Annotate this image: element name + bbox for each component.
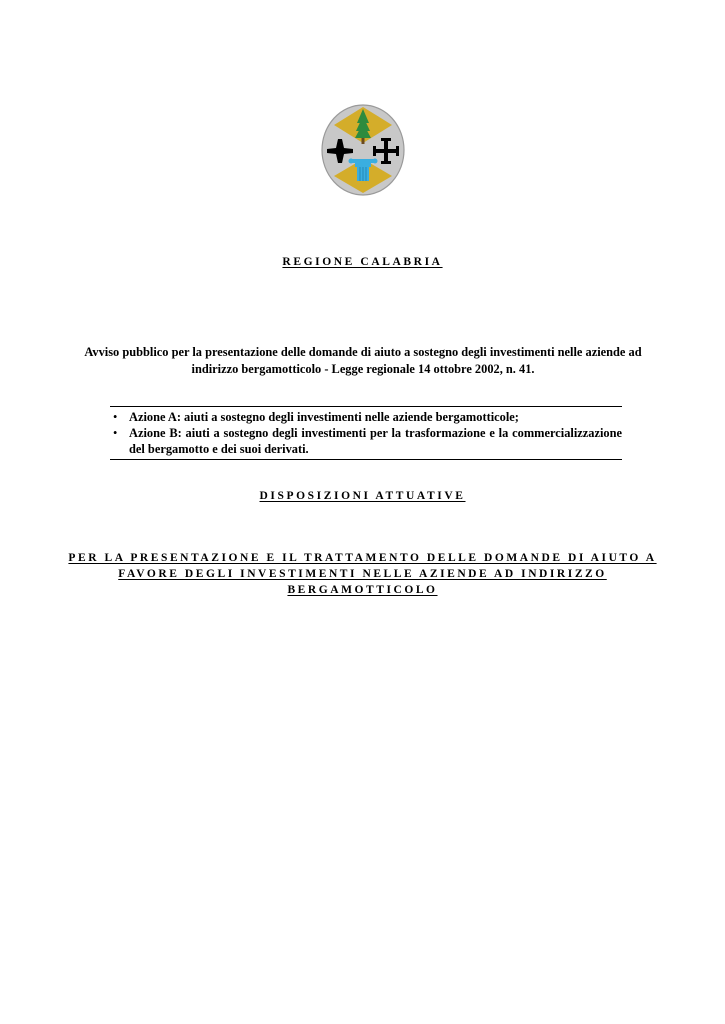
final-heading (60, 550, 665, 598)
list-item (110, 409, 622, 425)
list-item (110, 425, 622, 457)
region-title (0, 256, 725, 268)
bullet-icon: • (113, 410, 118, 424)
actions-list-box (110, 406, 622, 460)
bullet-icon: • (113, 426, 118, 440)
action-a-text: Azione A: aiuti a sostegno degli investimenti nelle aziende bergamotticole; (129, 410, 519, 424)
disposizioni-heading (0, 490, 725, 502)
final-heading-text: PER LA PRESENTAZIONE E IL TRATTAMENTO DELLE DOMANDE DI AIUTO A FAVORE DEGLI INVESTIMENTI NELLE AZIENDE AD INDIRIZZO BERGAMOTTICOLO (68, 552, 657, 596)
emblem-svg (320, 103, 406, 197)
notice-paragraph: Avviso pubblico per la presentazione delle domande di aiuto a sostegno degli investimenti nelle aziende ad indirizzo bergamotticolo - Legge regionale 14 ottobre 2002, n. 41. (84, 345, 642, 376)
action-b-text: Azione B: aiuti a sostegno degli investimenti per la trasformazione e la commercializzazione del bergamotto e dei suoi derivati. (129, 426, 622, 456)
region-title-text: REGIONE CALABRIA (282, 256, 443, 268)
regione-calabria-emblem (320, 103, 406, 197)
actions-list (110, 409, 622, 457)
disposizioni-heading-text: DISPOSIZIONI ATTUATIVE (259, 490, 466, 502)
